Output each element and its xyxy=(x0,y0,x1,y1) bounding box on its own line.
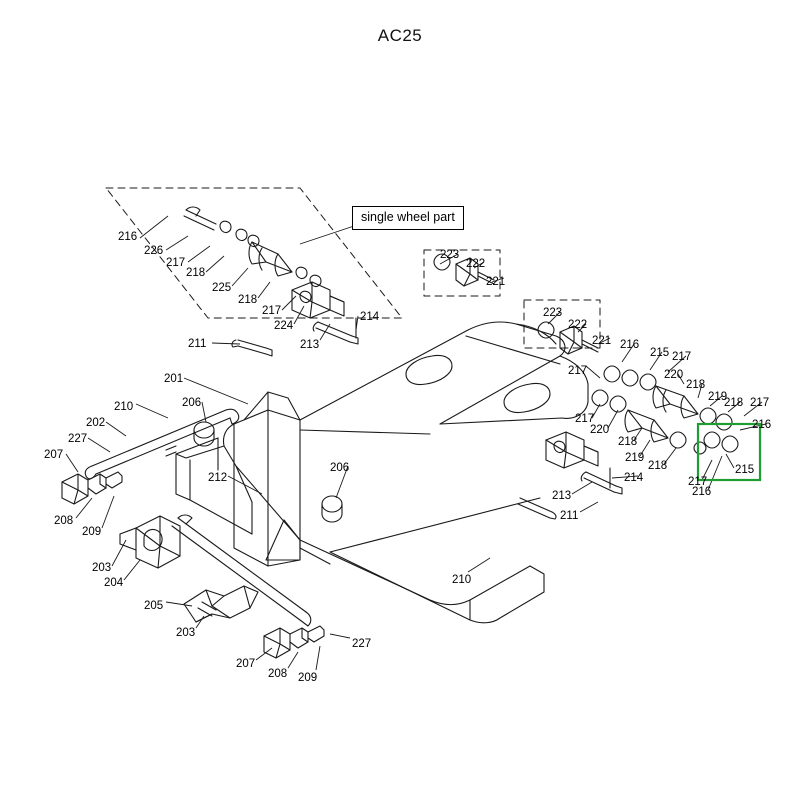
callout-c-216-a: 216 xyxy=(118,231,138,243)
callout-c-217-a: 217 xyxy=(166,257,186,269)
callout-c-208-b: 208 xyxy=(268,668,288,680)
callout-c-222-a: 222 xyxy=(466,258,486,270)
callout-c-210-b: 210 xyxy=(452,574,472,586)
callout-c-206-b: 206 xyxy=(330,462,350,474)
callout-c-227-a: 227 xyxy=(68,433,88,445)
callout-c-226: 226 xyxy=(144,245,164,257)
callout-c-218-b: 218 xyxy=(238,294,258,306)
callout-c-202: 202 xyxy=(86,417,106,429)
callout-c-211-a: 211 xyxy=(188,338,207,350)
callout-c-216-c: 216 xyxy=(752,419,772,431)
page-title: AC25 xyxy=(377,26,423,45)
callout-c-217-g: 217 xyxy=(688,476,708,488)
callout-c-227-b: 227 xyxy=(352,638,372,650)
callout-c-218-d: 218 xyxy=(724,397,744,409)
callout-c-216-b: 216 xyxy=(620,339,640,351)
callout-c-219-a: 219 xyxy=(708,391,728,403)
callout-c-204: 204 xyxy=(104,577,124,589)
callout-c-217-b: 217 xyxy=(262,305,282,317)
callout-c-208-a: 208 xyxy=(54,515,74,527)
callout-c-218-f: 218 xyxy=(648,460,668,472)
callout-c-203-a: 203 xyxy=(92,562,112,574)
callout-c-217-e: 217 xyxy=(750,397,770,409)
callout-c-214-b: 214 xyxy=(624,472,644,484)
callout-c-223-a: 223 xyxy=(440,249,460,261)
callout-c-217-f: 217 xyxy=(575,413,595,425)
callout-c-206-a: 206 xyxy=(182,397,202,409)
callout-c-220-a: 220 xyxy=(664,369,684,381)
callout-c-210-a: 210 xyxy=(114,401,134,413)
callout-c-203-b: 203 xyxy=(176,627,196,639)
callout-c-218-c: 218 xyxy=(686,379,706,391)
single-wheel-part-label: single wheel part xyxy=(352,206,464,230)
callout-c-223-b: 223 xyxy=(543,307,563,319)
callout-c-221-a: 221 xyxy=(486,276,506,288)
callout-c-221-b: 221 xyxy=(592,335,612,347)
callout-c-214-a: 214 xyxy=(360,311,380,323)
callout-c-220-b: 220 xyxy=(590,424,610,436)
callout-c-225: 225 xyxy=(212,282,232,294)
callout-c-213-b: 213 xyxy=(552,490,572,502)
callout-c-207-a: 207 xyxy=(44,449,64,461)
callout-c-212: 212 xyxy=(208,472,228,484)
callout-c-213-a: 213 xyxy=(300,339,320,351)
callout-c-222-b: 222 xyxy=(568,319,588,331)
callout-c-217-d: 217 xyxy=(672,351,692,363)
callout-c-209-a: 209 xyxy=(82,526,102,538)
callout-c-205: 205 xyxy=(144,600,164,612)
callout-c-215-a: 215 xyxy=(650,347,670,359)
callout-c-224: 224 xyxy=(274,320,294,332)
callout-c-216-d: 216 xyxy=(692,486,712,498)
callout-c-218-a: 218 xyxy=(186,267,206,279)
callout-c-207-b: 207 xyxy=(236,658,256,670)
callout-c-201: 201 xyxy=(164,373,184,385)
callout-c-218-e: 218 xyxy=(618,436,638,448)
callout-c-219-b: 219 xyxy=(625,452,645,464)
callout-c-209-b: 209 xyxy=(298,672,318,684)
callout-c-211-b: 211 xyxy=(560,510,579,522)
callout-c-217-c: 217 xyxy=(568,365,588,377)
callout-c-215-b: 215 xyxy=(735,464,755,476)
